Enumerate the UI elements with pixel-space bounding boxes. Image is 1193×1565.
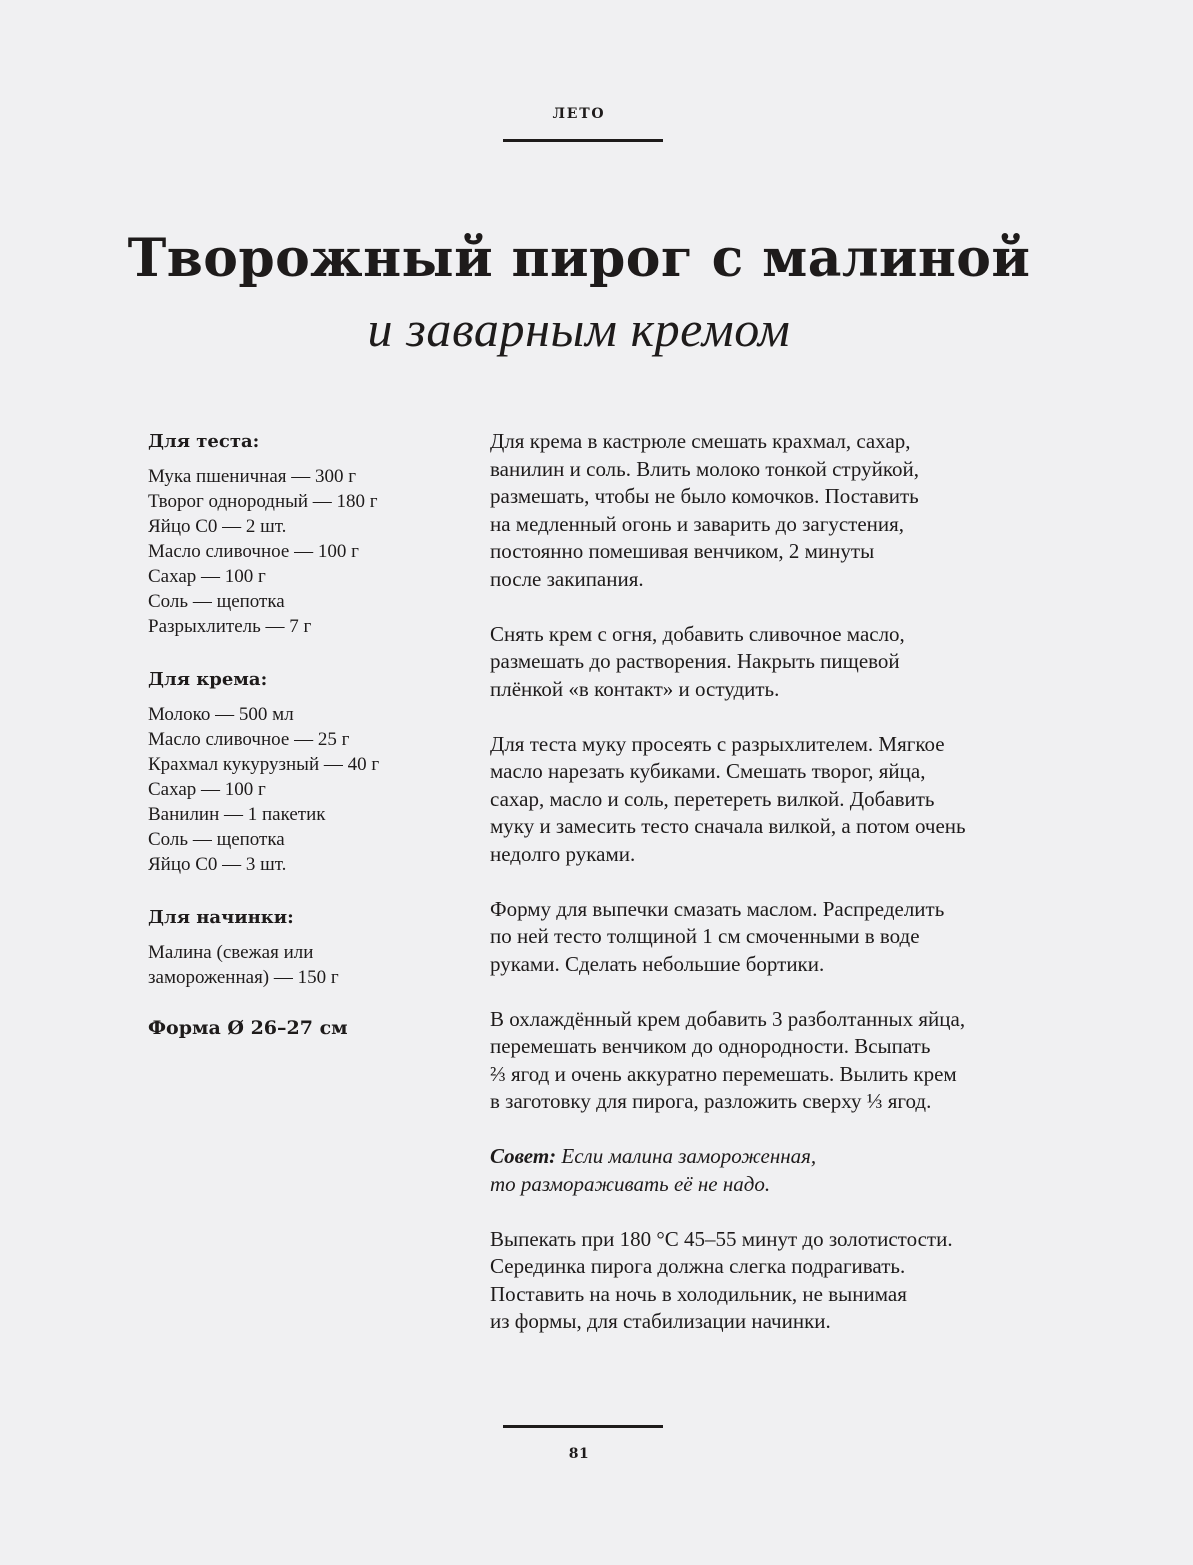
step-line: руками. Сделать небольшие бортики. [490, 951, 825, 976]
ingredient-item: Молоко — 500 мл [148, 704, 294, 725]
step-line: размешать до растворения. Накрыть пищевой [490, 649, 900, 673]
ingredient-item: Яйцо С0 — 2 шт. [148, 516, 287, 537]
ingredient-item: Разрыхлитель — 7 г [148, 616, 312, 637]
step-line: В охлаждённый крем добавить 3 разболтанных яйца, [490, 1006, 966, 1031]
cream-heading: Для крема: [148, 669, 268, 690]
dough-heading: Для теста: [148, 431, 260, 452]
filling-ingredients [148, 940, 458, 990]
tip-line [490, 1143, 1015, 1171]
ingredient-item: Крахмал кукурузный — 40 г [148, 754, 380, 775]
ingredient-item: Соль — щепотка [148, 829, 285, 850]
ingredients-column [148, 428, 458, 1042]
step-line: муку и замесить тесто сначала вилкой, а потом очень [490, 814, 966, 838]
cream-ingredients [148, 702, 458, 877]
step-line: Серединка пирога должна слегка подрагивать. [490, 1254, 906, 1278]
step-line: сахар, масло и соль, перетереть вилкой. Добавить [490, 786, 935, 811]
step-line: Форму для выпечки смазать маслом. Распределить [490, 896, 945, 921]
step-line: Для крема в кастрюле смешать крахмал, сахар, [490, 429, 911, 453]
step-line: плёнкой «в контакт» и остудить. [490, 676, 780, 701]
tip-label: Совет: [490, 1144, 557, 1168]
step-line: Поставить на ночь в холодильник, не вынимая [490, 1281, 907, 1306]
step-line: из формы, для стабилизации начинки. [490, 1309, 831, 1333]
step-line: ⅔ ягод и очень аккуратно перемешать. Вылить крем [490, 1061, 957, 1086]
step-line: ванилин и соль. Влить молоко тонкой струйкой, [490, 456, 919, 481]
bottom-rule [503, 1425, 663, 1428]
step-line: масло нарезать кубиками. Смешать творог, яйца, [490, 759, 926, 783]
ingredient-item: Творог однородный — 180 г [148, 491, 378, 512]
ingredient-item: Сахар — 100 г [148, 779, 266, 800]
tip-text: Если малина замороженная, [556, 1144, 817, 1168]
page-number: 81 [568, 1446, 590, 1462]
instruction-step [490, 428, 1015, 593]
step-line: перемешать венчиком до однородности. Всыпать [490, 1034, 931, 1058]
step-line: Снять крем с огня, добавить сливочное масло, [490, 621, 905, 646]
step-line: постоянно помешивая венчиком, 2 минуты [490, 539, 875, 563]
recipe-title: Творожный пирог с малиной [127, 228, 1031, 289]
instruction-step [490, 621, 1015, 704]
instructions-column [490, 428, 1015, 1363]
step-line: Выпекать при 180 °С 45–55 минут до золотистости. [490, 1226, 953, 1251]
step-line: Для теста муку просеять с разрыхлителем. Мягкое [490, 731, 945, 756]
ingredient-item: замороженная) — 150 г [148, 967, 339, 988]
instruction-step [490, 1006, 1015, 1116]
dough-ingredients [148, 464, 458, 639]
step-line: в заготовку для пирога, разложить сверху ⅓ ягод. [490, 1089, 932, 1113]
ingredient-item: Сахар — 100 г [148, 566, 266, 587]
step-line: по ней тесто толщиной 1 см смоченными в воде [490, 924, 920, 948]
ingredient-item: Ванилин — 1 пакетик [148, 804, 326, 825]
ingredient-item: Малина (свежая или [148, 942, 314, 963]
step-line: недолго руками. [490, 841, 636, 866]
instruction-step [490, 1226, 1015, 1336]
step-line: после закипания. [490, 566, 644, 591]
filling-heading: Для начинки: [148, 907, 294, 928]
baking-form-size: Форма Ø 26–27 см [148, 1017, 348, 1039]
top-rule [503, 139, 663, 142]
ingredient-item: Мука пшеничная — 300 г [148, 466, 357, 487]
ingredient-item: Яйцо С0 — 3 шт. [148, 854, 287, 875]
ingredient-item: Масло сливочное — 100 г [148, 541, 359, 562]
instruction-step [490, 896, 1015, 979]
running-head: ЛЕТО [552, 106, 606, 122]
ingredient-item: Масло сливочное — 25 г [148, 729, 350, 750]
tip-line: то размораживать её не надо. [490, 1171, 771, 1196]
recipe-subtitle: и заварным кремом [367, 301, 791, 357]
ingredient-item: Соль — щепотка [148, 591, 285, 612]
step-line: размешать, чтобы не было комочков. Поставить [490, 484, 919, 508]
instruction-step [490, 731, 1015, 869]
step-line: на медленный огонь и заварить до загустения, [490, 511, 905, 536]
tip [490, 1143, 1015, 1198]
